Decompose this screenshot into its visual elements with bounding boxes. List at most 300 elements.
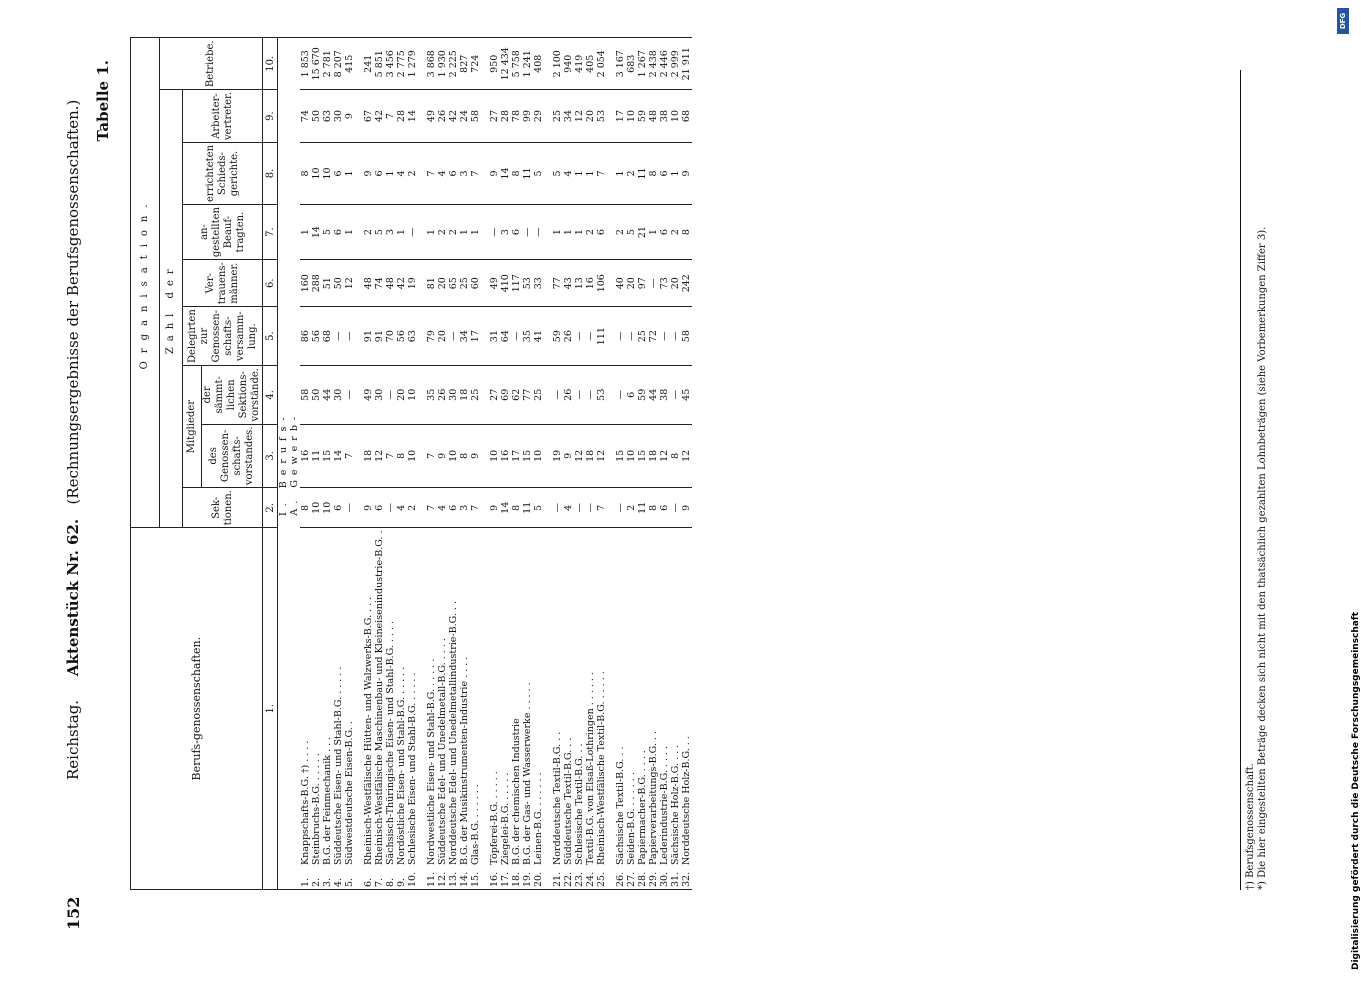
col-header-5: Delegirten zur Genossen-schafts-versamm-lung.	[183, 307, 263, 366]
cell-value: 86	[300, 307, 311, 366]
cell-value: 6	[333, 205, 344, 260]
cell-value: 10	[322, 142, 333, 204]
cell-value: 7	[344, 424, 355, 488]
cell-value: 74	[374, 260, 385, 307]
cell-value: 18	[363, 424, 374, 488]
cell-value: 19	[407, 260, 418, 307]
row-number: 3.	[322, 877, 333, 887]
cell-value: 10	[407, 424, 418, 488]
cell-value: —	[522, 205, 533, 260]
row-label: Nordöstliche Eisen- und Stahl-B.G. . . . . .	[396, 666, 407, 865]
digitization-credit	[1335, 30, 1361, 980]
cell-value: 2 054	[596, 38, 607, 90]
cell-value: 5 758	[511, 38, 522, 90]
cell-value: 2 438	[648, 38, 659, 90]
cell-value: 8	[681, 205, 692, 260]
cell-value: —	[552, 366, 563, 425]
row-name	[344, 528, 355, 890]
cell-value: —	[344, 366, 355, 425]
row-name	[574, 528, 585, 890]
header-doc: Aktenstück Nr. 62.	[64, 518, 82, 677]
table-row	[437, 38, 448, 890]
cell-value: 14	[311, 205, 322, 260]
cell-value: 70	[385, 307, 396, 366]
header-left: Reichstag.	[64, 699, 82, 780]
cell-value: 16	[300, 424, 311, 488]
cell-value: 38	[659, 90, 670, 143]
row-label: Norddeutsche Textil-B.G. . .	[552, 731, 563, 865]
row-number: 27.	[626, 871, 637, 887]
spacer-cell	[544, 528, 552, 890]
spacer-cell	[607, 488, 615, 528]
row-number: 20.	[533, 871, 544, 887]
table-row	[500, 38, 511, 890]
cell-value: 1	[396, 205, 407, 260]
cell-value: 15	[637, 424, 648, 488]
cell-value: 53	[522, 260, 533, 307]
col-header-6: Ver-trauens-männer.	[183, 260, 263, 307]
org-heading: Organisation.	[131, 38, 160, 528]
cell-value: 10	[407, 366, 418, 425]
row-label: Textil-B.G. von Elsaß-Lothringen . . . . . .	[585, 672, 596, 865]
cell-value: 30	[374, 366, 385, 425]
section-sub-row	[289, 38, 300, 890]
cell-value: 20	[670, 260, 681, 307]
cell-value: 410	[500, 260, 511, 307]
cell-value: 64	[500, 307, 511, 366]
cell-value: 60	[470, 260, 481, 307]
cell-value: 13	[574, 260, 585, 307]
table-row	[374, 38, 385, 890]
cell-value: —	[574, 307, 585, 366]
credit-text: Digitalisierung gefördert durch die Deutsche Forschungsgemeinschaft	[1351, 611, 1361, 970]
cell-value: —	[615, 488, 626, 528]
table-row	[322, 38, 333, 890]
spacer-cell	[418, 366, 426, 425]
cell-value: 63	[322, 90, 333, 143]
footnote-1: †) Berufsgenossenschaft.	[1245, 763, 1256, 890]
table-row	[311, 38, 322, 890]
cell-value: 3	[459, 142, 470, 204]
cell-value: 1	[670, 142, 681, 204]
cell-value: —	[585, 488, 596, 528]
spacer-cell	[481, 90, 489, 143]
row-label: Papiermacher-B.G. . . . .	[637, 750, 648, 865]
cell-value: 28	[500, 90, 511, 143]
column-number: 7.	[263, 205, 278, 260]
cell-value: 9	[470, 424, 481, 488]
cell-value: 1	[574, 205, 585, 260]
row-label: Norddeutsche Holz-B.G. . .	[681, 736, 692, 865]
row-label: Steinbruchs-B.G. . . . . .	[311, 753, 322, 865]
cell-value: 56	[396, 307, 407, 366]
row-label: Lederindustrie-B.G. . . . .	[659, 745, 670, 865]
cell-value: 6	[374, 142, 385, 204]
cell-value: 6	[448, 488, 459, 528]
cell-value: 27	[489, 366, 500, 425]
row-number: 17.	[500, 871, 511, 887]
cell-value: 12	[574, 90, 585, 143]
cell-value: —	[615, 307, 626, 366]
cell-value: 48	[385, 260, 396, 307]
cell-value: 1	[459, 205, 470, 260]
table-row	[574, 38, 585, 890]
cell-value: 43	[563, 260, 574, 307]
cell-value: 6	[626, 366, 637, 425]
cell-value: 2 225	[448, 38, 459, 90]
spacer-cell	[355, 488, 363, 528]
row-label: Glas-B.G. . . . . . .	[470, 784, 481, 865]
cell-value: 1	[574, 142, 585, 204]
table-row	[344, 38, 355, 890]
cell-value: 42	[374, 90, 385, 143]
spacer-cell	[544, 142, 552, 204]
cell-value: 288	[311, 260, 322, 307]
cell-value: 14	[500, 488, 511, 528]
spacer-cell	[355, 260, 363, 307]
spacer-cell	[544, 205, 552, 260]
column-number: 1.	[263, 528, 278, 890]
cell-value: 26	[563, 307, 574, 366]
row-label: Rheinisch-Westfälische Textil-B.G. . . . . .	[596, 671, 607, 865]
row-label: Töpferei-B.G. . . . . .	[489, 771, 500, 865]
spacer-cell	[481, 205, 489, 260]
spacer-cell	[355, 142, 363, 204]
spacer-cell	[607, 366, 615, 425]
row-number: 24.	[585, 871, 596, 887]
mitglieder-heading: Mitglieder	[183, 366, 202, 488]
cell-value: 12	[574, 424, 585, 488]
cell-value: 34	[459, 307, 470, 366]
cell-value: 9	[681, 488, 692, 528]
cell-value: 2	[448, 205, 459, 260]
cell-value: 68	[681, 90, 692, 143]
cell-value: 2	[363, 205, 374, 260]
cell-value: 34	[563, 90, 574, 143]
row-name	[670, 528, 681, 890]
cell-value: 4	[396, 488, 407, 528]
row-name	[615, 528, 626, 890]
cell-value: 58	[300, 366, 311, 425]
row-label: B.G. der chemischen Industrie	[511, 718, 522, 865]
row-number: 8.	[385, 877, 396, 887]
cell-value: 11	[637, 142, 648, 204]
cell-value: 16	[500, 424, 511, 488]
cell-value: 35	[426, 366, 437, 425]
row-name	[659, 528, 670, 890]
spacer-cell	[355, 205, 363, 260]
row-label: B.G. der Musikinstrumenten-Industrie . . . .	[459, 656, 470, 865]
cell-value: 12 434	[500, 38, 511, 90]
cell-value: 11	[637, 488, 648, 528]
spacer-cell	[418, 260, 426, 307]
cell-value: 14	[500, 142, 511, 204]
table-row	[648, 38, 659, 890]
cell-value: 26	[437, 366, 448, 425]
table-row	[426, 38, 437, 890]
cell-value: 10	[626, 90, 637, 143]
cell-value: 18	[459, 366, 470, 425]
cell-value: 50	[333, 260, 344, 307]
cell-value: 6	[596, 205, 607, 260]
group-spacer	[418, 38, 426, 890]
cell-value: 111	[596, 307, 607, 366]
cell-value: 17	[511, 424, 522, 488]
cell-value: 97	[637, 260, 648, 307]
cell-value: 40	[615, 260, 626, 307]
cell-value: 51	[322, 260, 333, 307]
spacer-cell	[481, 307, 489, 366]
cell-value: 9	[563, 424, 574, 488]
spacer-cell	[418, 528, 426, 890]
row-number: 22.	[563, 871, 574, 887]
cell-value: 59	[637, 366, 648, 425]
cell-value: 59	[552, 307, 563, 366]
table-row	[511, 38, 522, 890]
cell-value: 59	[637, 90, 648, 143]
cell-value: 38	[659, 366, 670, 425]
cell-value: —	[615, 366, 626, 425]
table-row	[626, 38, 637, 890]
cell-value: 25	[470, 366, 481, 425]
cell-value: 5	[626, 205, 637, 260]
spacer-cell	[418, 307, 426, 366]
row-label: Nordwestliche Eisen- und Stahl-B.G. . . . . .	[426, 658, 437, 865]
cell-value: 18	[648, 424, 659, 488]
cell-value: 9	[363, 142, 374, 204]
cell-value: 15 670	[311, 38, 322, 90]
cell-value: 15	[522, 424, 533, 488]
cell-value: 1	[585, 142, 596, 204]
cell-value: 2	[437, 205, 448, 260]
cell-value: 2 999	[670, 38, 681, 90]
cell-value: 1 279	[407, 38, 418, 90]
table-row	[585, 38, 596, 890]
cell-value: 7	[385, 424, 396, 488]
page-number: 152	[64, 896, 83, 930]
cell-value: 19	[552, 424, 563, 488]
cell-value: 44	[322, 366, 333, 425]
spacer-cell	[544, 90, 552, 143]
cell-value: 827	[459, 38, 470, 90]
row-number: 30.	[659, 871, 670, 887]
row-label: Ziegelei-B.G. . . . . .	[500, 772, 511, 865]
cell-value: 940	[563, 38, 574, 90]
table-row	[407, 38, 418, 890]
cell-value: —	[344, 488, 355, 528]
cell-value: 6	[333, 488, 344, 528]
row-number: 6.	[363, 877, 374, 887]
cell-value: 10	[670, 90, 681, 143]
cell-value: 9	[489, 142, 500, 204]
cell-value: 3 167	[615, 38, 626, 90]
cell-value: 8	[670, 424, 681, 488]
cell-value: 5	[533, 142, 544, 204]
spacer-cell	[418, 38, 426, 90]
cell-value: —	[511, 307, 522, 366]
row-number: 21.	[552, 871, 563, 887]
cell-value: —	[670, 366, 681, 425]
cell-value: 58	[470, 90, 481, 143]
row-name	[563, 528, 574, 890]
cell-value: —	[448, 307, 459, 366]
column-number: 9.	[263, 90, 278, 143]
cell-value: —	[533, 205, 544, 260]
cell-value: 4	[396, 142, 407, 204]
cell-value: 5	[552, 142, 563, 204]
col-header-8: errichteten Schieds-gerichte.	[183, 142, 263, 204]
cell-value: 65	[448, 260, 459, 307]
row-name	[437, 528, 448, 890]
cell-value: 2 446	[659, 38, 670, 90]
cell-value: 4	[563, 488, 574, 528]
row-number: 31.	[670, 871, 681, 887]
row-number: 7.	[374, 877, 385, 887]
cell-value: 7	[470, 142, 481, 204]
col-header-9: Arbeiter-vertreter.	[183, 90, 263, 143]
cell-value: 6	[511, 205, 522, 260]
cell-value: 9	[437, 424, 448, 488]
cell-value: —	[574, 366, 585, 425]
row-name	[407, 528, 418, 890]
cell-value: 7	[385, 90, 396, 143]
cell-value: 12	[344, 260, 355, 307]
table-row	[552, 38, 563, 890]
cell-value: 8 207	[333, 38, 344, 90]
row-name	[681, 528, 692, 890]
table-row	[459, 38, 470, 890]
row-label: Südwestdeutsche Eisen-B.G. .	[344, 721, 355, 865]
table-row	[522, 38, 533, 890]
cell-value: 14	[333, 424, 344, 488]
cell-value: 48	[363, 260, 374, 307]
row-label: B.G. der Gas- und Wasserwerke . . . . .	[522, 682, 533, 865]
cell-value: 45	[681, 366, 692, 425]
cell-value: 77	[522, 366, 533, 425]
spacer-cell	[544, 38, 552, 90]
row-number: 13.	[448, 871, 459, 887]
table-row	[563, 38, 574, 890]
spacer-cell	[481, 528, 489, 890]
row-number: 15.	[470, 871, 481, 887]
cell-value: 10	[311, 488, 322, 528]
cell-value: 15	[322, 424, 333, 488]
row-name	[363, 528, 374, 890]
cell-value: 3	[385, 205, 396, 260]
cell-value: 2	[615, 205, 626, 260]
footnotes	[1240, 70, 1269, 890]
cell-value: 15	[615, 424, 626, 488]
row-number: 32.	[681, 871, 692, 887]
row-label: Schlesische Eisen- und Stahl-B.G. . . . . .	[407, 672, 418, 865]
cell-value: 1	[470, 205, 481, 260]
column-number: 10.	[263, 38, 278, 90]
cell-value: 1	[344, 142, 355, 204]
cell-value: 1 930	[437, 38, 448, 90]
cell-value: 91	[374, 307, 385, 366]
cell-value: 2	[407, 142, 418, 204]
table-label: Tabelle 1.	[94, 60, 112, 142]
cell-value: 69	[500, 366, 511, 425]
row-name	[489, 528, 500, 890]
cell-value: 12	[681, 424, 692, 488]
cell-value: 2 775	[396, 38, 407, 90]
cell-value: 3	[459, 488, 470, 528]
cell-value: —	[333, 307, 344, 366]
cell-value: 21	[637, 205, 648, 260]
cell-value: 2	[626, 142, 637, 204]
cell-value: 27	[489, 90, 500, 143]
cell-value: 48	[648, 90, 659, 143]
row-name	[626, 528, 637, 890]
cell-value: 33	[533, 260, 544, 307]
cell-value: 10	[311, 142, 322, 204]
cell-value: 1	[300, 205, 311, 260]
table-row	[681, 38, 692, 890]
spacer-cell	[481, 424, 489, 488]
cell-value: 5	[374, 205, 385, 260]
cell-value: 16	[585, 260, 596, 307]
spacer-cell	[418, 142, 426, 204]
row-number: 16.	[489, 871, 500, 887]
page-header	[60, 60, 112, 930]
group-spacer	[355, 38, 363, 890]
row-number: 10.	[407, 871, 418, 887]
spacer-cell	[607, 142, 615, 204]
row-number: 1.	[300, 877, 311, 887]
row-label: Rheinisch-Westfälische Maschinenbau- und Kleineisenindustrie-B.G. .	[374, 530, 385, 865]
cell-value: 7	[596, 488, 607, 528]
spacer-cell	[481, 260, 489, 307]
cell-value: 20	[437, 260, 448, 307]
cell-value: 8	[459, 424, 470, 488]
cell-value: —	[552, 488, 563, 528]
row-label: Süddeutsche Edel- und Unedelmetall-B.G. . . . .	[437, 638, 448, 865]
cell-value: —	[407, 205, 418, 260]
cell-value: 42	[396, 260, 407, 307]
cell-value: 4	[437, 142, 448, 204]
col-header-2: Sek-tionen.	[183, 488, 263, 528]
cell-value: 21 911	[681, 38, 692, 90]
col-header-4: der sämmt-lichen Sektions-vorstände.	[202, 366, 263, 425]
cell-value: —	[659, 307, 670, 366]
column-number-row	[263, 38, 278, 890]
group-spacer	[481, 38, 489, 890]
cell-value: 405	[585, 38, 596, 90]
cell-value: 1 853	[300, 38, 311, 90]
row-label: Sächsische Textil-B.G. . .	[615, 746, 626, 865]
row-name	[585, 528, 596, 890]
header-subtitle: (Rechnungsergebnisse der Berufsgenossenschaften.)	[64, 99, 82, 505]
cell-value: 11	[311, 424, 322, 488]
col-header-7: an-gestellten Beauf-tragten.	[183, 205, 263, 260]
spacer-cell	[544, 260, 552, 307]
spacer-cell	[607, 90, 615, 143]
spacer-cell	[355, 90, 363, 143]
group-spacer	[544, 38, 552, 890]
cell-value: 10	[322, 488, 333, 528]
cell-value: 5	[322, 205, 333, 260]
cell-value: —	[585, 366, 596, 425]
row-number: 28.	[637, 871, 648, 887]
row-number: 26.	[615, 871, 626, 887]
spacer-cell	[544, 488, 552, 528]
dfg-logo: DFG	[1337, 8, 1349, 34]
cell-value: 50	[311, 366, 322, 425]
row-name	[426, 528, 437, 890]
cell-value: 42	[448, 90, 459, 143]
spacer-cell	[544, 307, 552, 366]
